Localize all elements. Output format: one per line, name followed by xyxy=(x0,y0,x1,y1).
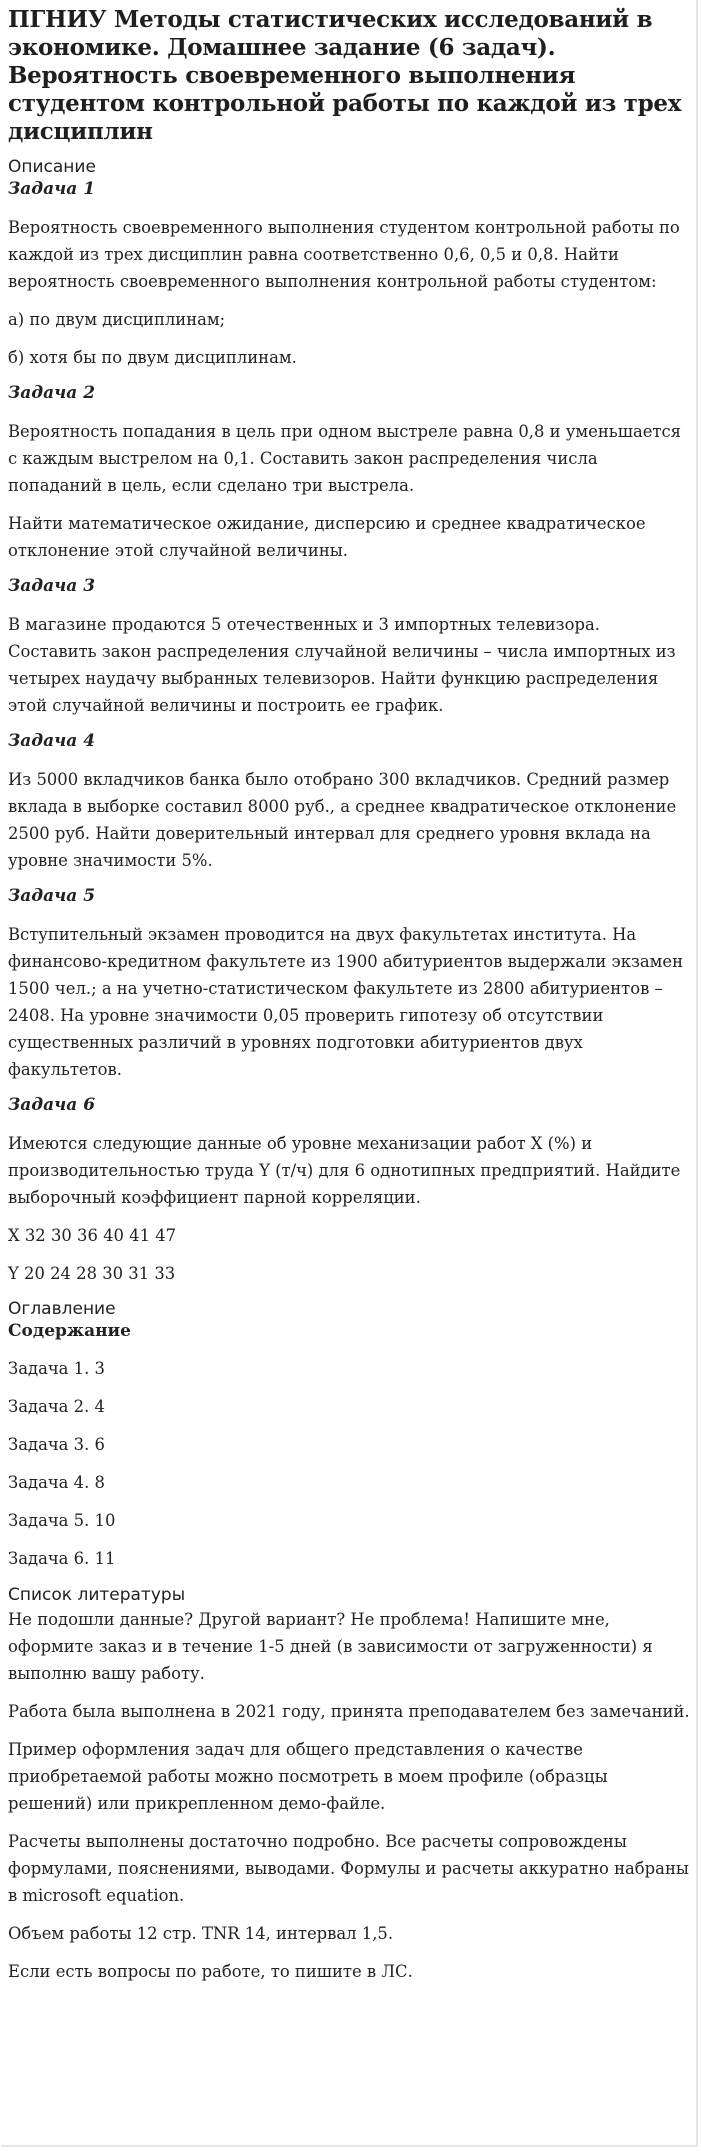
closing-paragraph: Если есть вопросы по работе, то пишите в ЛС. xyxy=(8,1962,413,1981)
task-heading: Задача 3 xyxy=(8,576,96,596)
task-4 xyxy=(8,730,693,874)
task-heading: Задача 4 xyxy=(8,731,96,751)
task-paragraph: а) по двум дисциплинам; xyxy=(8,310,226,329)
toc-item: Задача 2. 4 xyxy=(8,1397,105,1416)
task-paragraph: Найти математическое ожидание, дисперсию и среднее квадратическое отклонение этой случайной величины. xyxy=(8,514,646,560)
closing-paragraph: Не подошли данные? Другой вариант? Не проблема! Напишите мне, оформите заказ и в течение 1-5 дней (в зависимости от загруженности) я выполню вашу работу. xyxy=(8,1610,653,1683)
task-paragraph: Из 5000 вкладчиков банка было отобрано 300 вкладчиков. Средний размер вклада в выборке составил 8000 руб., а среднее квадратическое отклонение 2500 руб. Найти доверительный интервал для среднего уровня вклада на уровне значимости 5%. xyxy=(8,770,677,870)
task-5 xyxy=(8,885,693,1083)
toc-label: Оглавление xyxy=(8,1299,116,1319)
toc-item: Задача 4. 8 xyxy=(8,1473,105,1492)
task-heading: Задача 6 xyxy=(8,1095,96,1115)
toc-item: Задача 3. 6 xyxy=(8,1435,105,1454)
closing-paragraph: Объем работы 12 стр. TNR 14, интервал 1,5. xyxy=(8,1924,394,1943)
toc-heading: Содержание xyxy=(8,1321,131,1341)
closing-paragraph: Расчеты выполнены достаточно подробно. Все расчеты сопровождены формулами, пояснениями, выводами. Формулы и расчеты аккуратно набраны в microsoft equation. xyxy=(8,1832,689,1905)
task-paragraph: В магазине продаются 5 отечественных и 3 импортных телевизора. Составить закон распределения случайной величины – числа импортных из четырех наудачу выбранных телевизоров. Найти функцию распределения этой случайной величины и построить ее график. xyxy=(8,615,676,715)
task-paragraph: б) хотя бы по двум дисциплинам. xyxy=(8,348,297,367)
closing-paragraph: Пример оформления задач для общего представления о качестве приобретаемой работы можно посмотреть в моем профиле (образцы решений) или прикрепленном демо-файле. xyxy=(8,1740,608,1813)
toc-item: Задача 1. 3 xyxy=(8,1359,105,1378)
task-paragraph: Вероятность попадания в цель при одном выстреле равна 0,8 и уменьшается с каждым выстрелом на 0,1. Составить закон распределения числа попаданий в цель, если сделано три выстрела. xyxy=(8,422,682,495)
data-row-y: Y 20 24 28 30 31 33 xyxy=(8,1264,176,1283)
task-paragraph: Вероятность своевременного выполнения студентом контрольной работы по каждой из трех дисциплин равна соответственно 0,6, 0,5 и 0,8. Найти вероятность своевременного выполнения контрольной работы студентом: xyxy=(8,218,680,291)
task-2 xyxy=(8,382,693,564)
literature-label: Список литературы xyxy=(8,1585,186,1605)
data-row-x: X 32 30 36 40 41 47 xyxy=(8,1226,177,1245)
document xyxy=(8,6,693,1996)
task-paragraph: Вступительный экзамен проводится на двух факультетах института. На финансово-кредитном факультете из 1900 абитуриентов выдержали экзамен 1500 чел.; а на учетно-статистическом факультете из 2800 абитуриентов – 2408. На уровне значимости 0,05 проверить гипотезу об отсутствии существенных различий в уровнях подготовки абитуриентов двух факультетов. xyxy=(8,925,684,1079)
task-heading: Задача 2 xyxy=(8,383,96,403)
task-3 xyxy=(8,575,693,719)
toc-list xyxy=(8,1356,693,1572)
task-6 xyxy=(8,1094,693,1287)
toc-item: Задача 5. 10 xyxy=(8,1511,116,1530)
closing-notes xyxy=(8,1606,693,1985)
task-paragraph: Имеются следующие данные об уровне механизации работ X (%) и производительностью труда Y (т/ч) для 6 однотипных предприятий. Найдите выборочный коэффициент парной корреляции. xyxy=(8,1134,681,1207)
task-1 xyxy=(8,178,693,371)
task-heading: Задача 1 xyxy=(8,179,96,199)
toc-item: Задача 6. 11 xyxy=(8,1549,116,1568)
page-title: ПГНИУ Методы статистических исследований в экономике. Домашнее задание (6 задач). Вероятность своевременного выполнения студентом контрольной работы по каждой из трех дисциплин xyxy=(8,6,682,145)
closing-paragraph: Работа была выполнена в 2021 году, принята преподавателем без замечаний. xyxy=(8,1702,690,1721)
description-label: Описание xyxy=(8,157,96,177)
task-heading: Задача 5 xyxy=(8,886,96,906)
